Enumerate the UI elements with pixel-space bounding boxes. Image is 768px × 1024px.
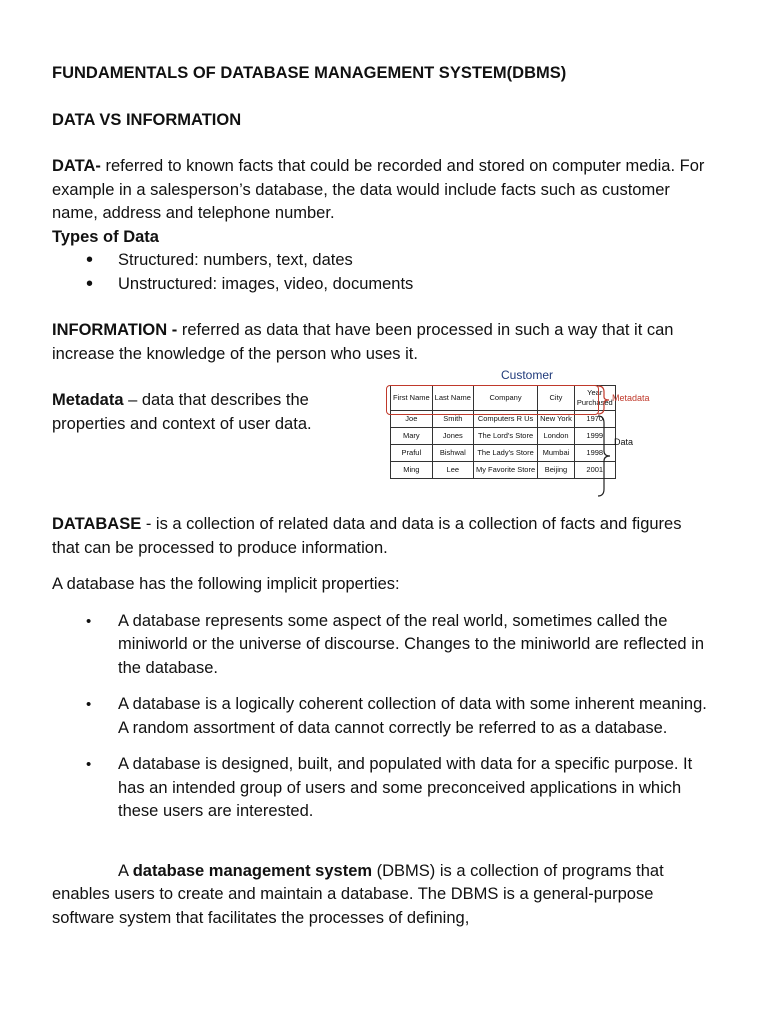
table-cell: The Lady's Store xyxy=(473,445,537,462)
table-cell: Praful xyxy=(391,445,433,462)
metadata-term: Metadata xyxy=(52,391,124,409)
document-title: FUNDAMENTALS OF DATABASE MANAGEMENT SYSTEM(DBMS) xyxy=(52,64,567,82)
data-brace-icon xyxy=(596,415,614,497)
table-cell: Jones xyxy=(432,428,473,445)
information-term: INFORMATION - xyxy=(52,321,178,339)
table-cell: 1998 xyxy=(574,445,615,462)
column-header: Company xyxy=(473,386,537,411)
types-list xyxy=(52,249,712,296)
metadata-highlight-box xyxy=(386,385,599,415)
table-cell: Mary xyxy=(391,428,433,445)
customer-table-figure xyxy=(386,368,656,498)
table-cell: Joe xyxy=(391,411,433,428)
table-cell: New York xyxy=(538,411,575,428)
table-cell: Bishwal xyxy=(432,445,473,462)
types-heading: Types of Data xyxy=(52,227,159,246)
table-cell: The Lord's Store xyxy=(473,428,537,445)
properties-list xyxy=(52,610,712,824)
information-text: referred as data that have been processed in such a way that it can increase the knowledge of the person who uses it. xyxy=(52,321,674,363)
database-term: DATABASE xyxy=(52,515,142,533)
information-definition xyxy=(52,319,712,366)
table-cell: Ming xyxy=(391,462,433,479)
section-heading: DATA VS INFORMATION xyxy=(52,110,242,129)
list-item: • A database represents some aspect of the real world, sometimes called the miniworld or the universe of discourse. Changes to the miniworld are reflected in the database. xyxy=(52,610,712,681)
properties-intro: A database has the following implicit properties: xyxy=(52,575,400,593)
data-label: Data xyxy=(614,437,634,447)
database-definition xyxy=(52,513,712,560)
metadata-section xyxy=(52,368,712,513)
table-cell: Beijing xyxy=(538,462,575,479)
dbms-text: (DBMS) is a collection of programs that enables users to create and maintain a database. The DBMS is a general-purpose software system that facilitates the processes of defining, xyxy=(52,861,664,927)
table-cell: London xyxy=(538,428,575,445)
table-cell: 1999 xyxy=(574,428,615,445)
column-header: Year Purchased xyxy=(574,386,615,411)
dbms-term: database management system xyxy=(132,861,373,880)
document-page xyxy=(52,62,712,930)
table-row xyxy=(391,445,616,462)
list-item: • A database is designed, built, and populated with data for a specific purpose. It has an intended group of users and some preconceived applications in which these users are interested. xyxy=(52,753,712,824)
table-cell: My Favorite Store xyxy=(473,462,537,479)
dbms-pre: A xyxy=(118,861,133,880)
dbms-definition xyxy=(52,860,712,931)
table-cell: 2001 xyxy=(574,462,615,479)
table-cell: Smith xyxy=(432,411,473,428)
table-row xyxy=(391,462,616,479)
table-cell: Mumbai xyxy=(538,445,575,462)
figure-title: Customer xyxy=(500,368,553,382)
table-cell: Lee xyxy=(432,462,473,479)
column-header: City xyxy=(538,386,575,411)
list-item: • Structured: numbers, text, dates xyxy=(52,249,712,273)
metadata-label: Metadata xyxy=(612,393,650,403)
metadata-text: – data that describes the properties and context of user data. xyxy=(52,391,312,433)
list-item: • Unstructured: images, video, documents xyxy=(52,273,712,297)
data-term: DATA- xyxy=(52,157,101,175)
metadata-definition xyxy=(52,389,352,436)
column-header: First Name xyxy=(391,386,433,411)
table-row xyxy=(391,428,616,445)
database-text: - is a collection of related data and data is a collection of facts and figures that can be processed to produce information. xyxy=(52,515,682,557)
data-text: referred to known facts that could be recorded and stored on computer media. For example in a salesperson’s database, the data would include facts such as customer name, address and telephone number. xyxy=(52,157,705,222)
table-cell: Computers R Us xyxy=(473,411,537,428)
data-definition xyxy=(52,155,712,226)
table-cell: 1970 xyxy=(574,411,615,428)
list-item: • A database is a logically coherent collection of data with some inherent meaning. A random assortment of data cannot correctly be referred to as a database. xyxy=(52,693,712,740)
column-header: Last Name xyxy=(432,386,473,411)
